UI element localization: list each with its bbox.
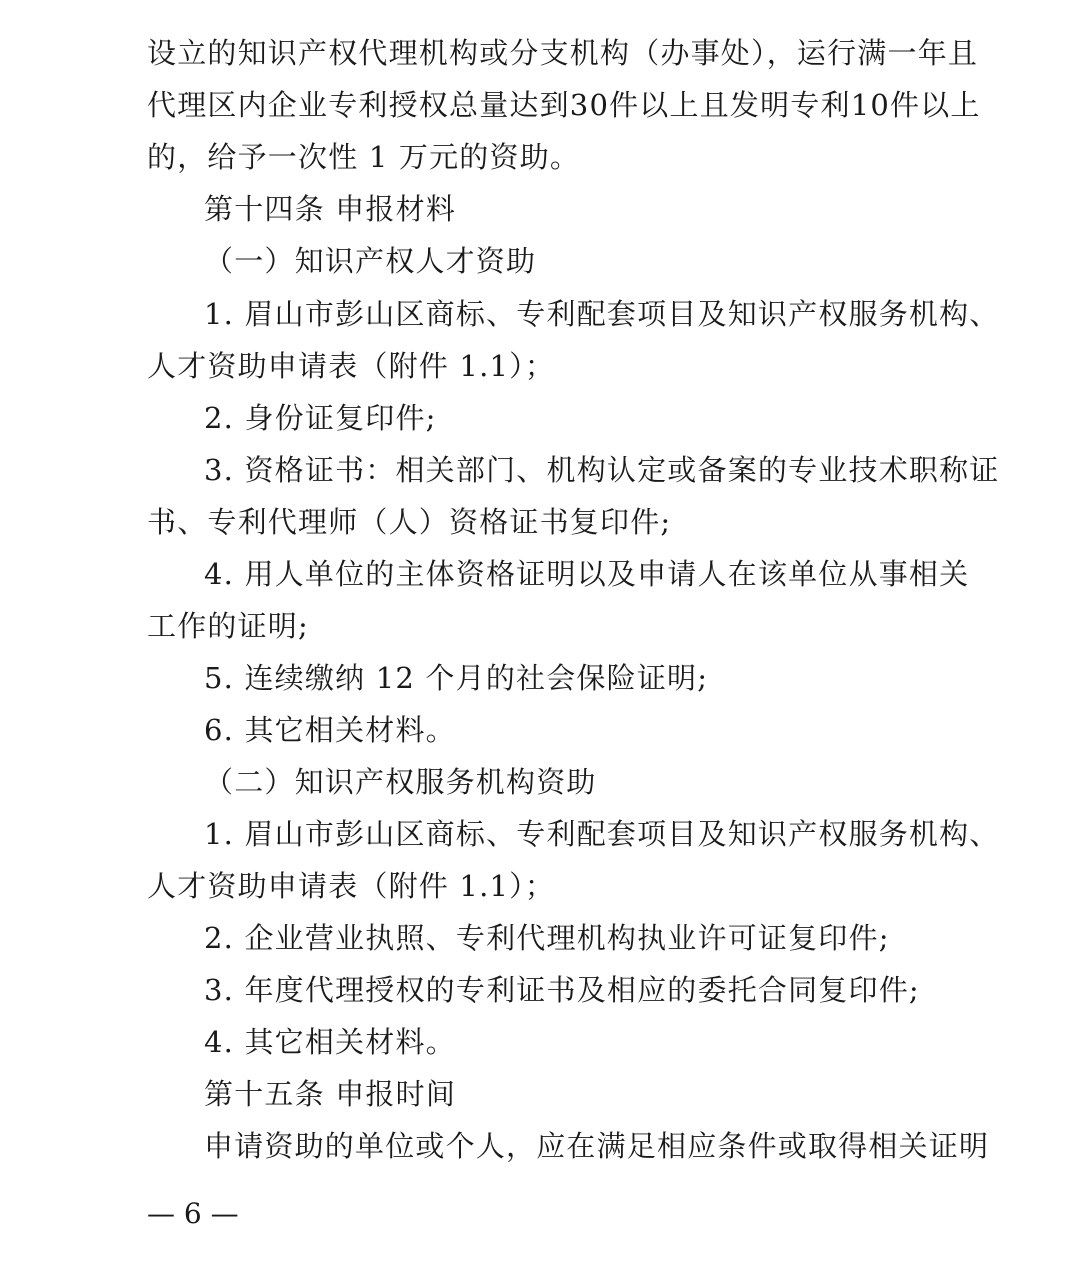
list-item: 3. 资格证书：相关部门、机构认定或备案的专业技术职称证: [204, 453, 1000, 487]
list-item: 6. 其它相关材料。: [204, 713, 456, 747]
list-item: 4. 其它相关材料。: [204, 1025, 456, 1059]
list-item: 1. 眉山市彭山区商标、专利配套项目及知识产权服务机构、: [204, 817, 1000, 851]
paragraph-line: 申请资助的单位或个人，应在满足相应条件或取得相关证明: [204, 1129, 990, 1163]
article-heading: 第十四条 申报材料: [204, 192, 457, 226]
page-number: — 6 —: [147, 1197, 239, 1230]
paragraph-line: 的，给予一次性 1 万元的资助。: [147, 140, 581, 174]
section-heading: （一）知识产权人才资助: [204, 244, 537, 278]
list-item-continuation: 工作的证明;: [147, 609, 309, 643]
list-item: 3. 年度代理授权的专利证书及相应的委托合同复印件;: [204, 973, 920, 1007]
list-item: 2. 身份证复印件;: [204, 401, 437, 435]
list-item: 5. 连续缴纳 12 个月的社会保险证明;: [204, 661, 709, 695]
list-item-continuation: 人才资助申请表（附件 1.1）；: [147, 869, 556, 903]
list-item: 1. 眉山市彭山区商标、专利配套项目及知识产权服务机构、: [204, 297, 1000, 331]
list-item: 2. 企业营业执照、专利代理机构执业许可证复印件;: [204, 921, 890, 955]
section-heading: （二）知识产权服务机构资助: [204, 765, 597, 799]
article-heading: 第十五条 申报时间: [204, 1077, 457, 1111]
list-item-continuation: 人才资助申请表（附件 1.1）；: [147, 349, 556, 383]
list-item-continuation: 书、专利代理师（人）资格证书复印件;: [147, 505, 672, 539]
list-item: 4. 用人单位的主体资格证明以及申请人在该单位从事相关: [204, 557, 970, 591]
paragraph-line: 代理区内企业专利授权总量达到30件以上且发明专利10件以上: [147, 88, 981, 122]
paragraph-line: 设立的知识产权代理机构或分支机构（办事处），运行满一年且: [147, 36, 979, 70]
